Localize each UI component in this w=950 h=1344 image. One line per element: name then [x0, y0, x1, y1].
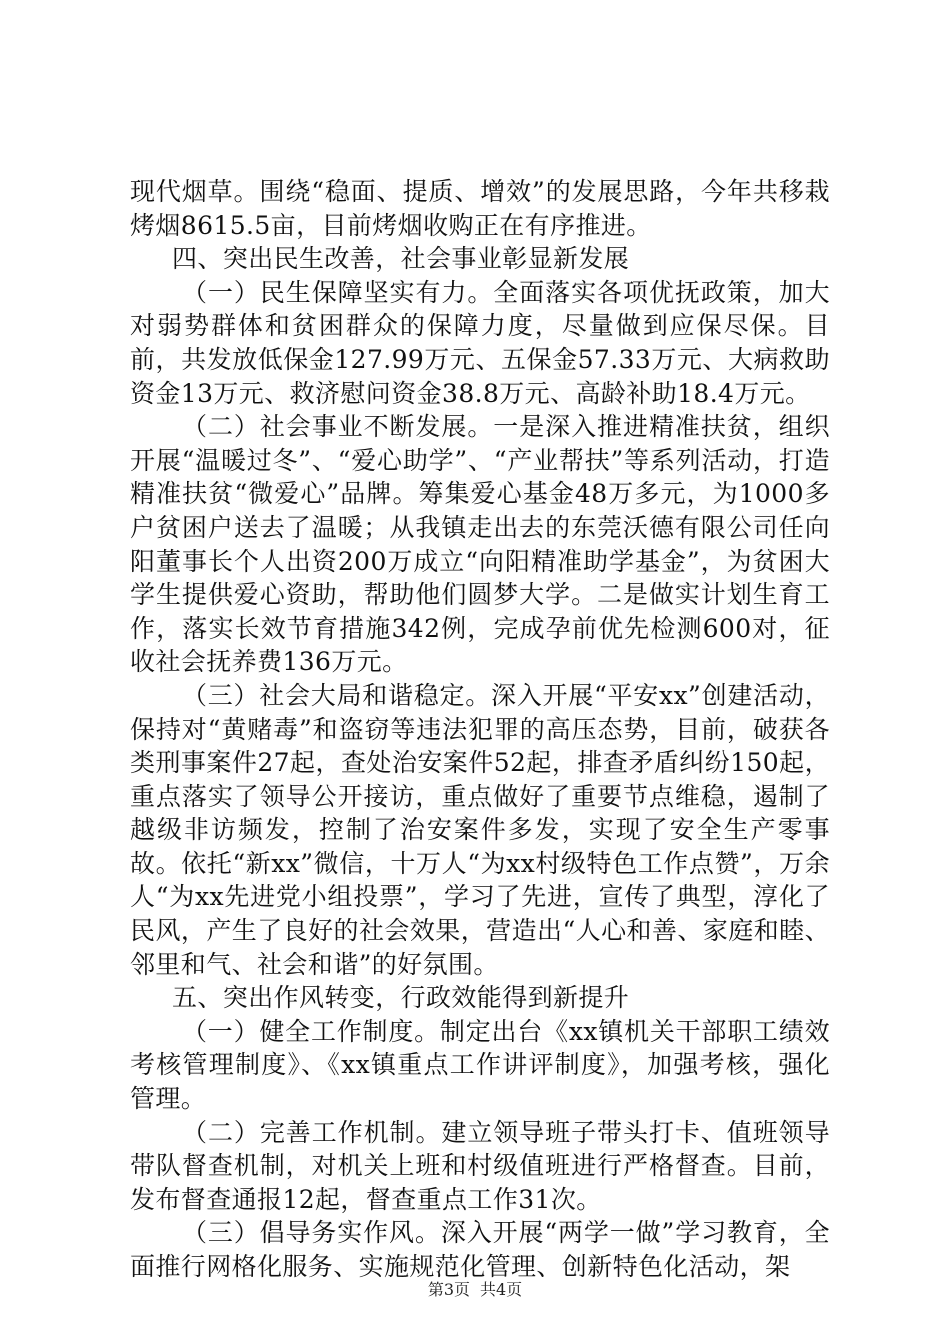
section-heading: 四、突出民生改善，社会事业彰显新发展 [172, 244, 630, 274]
paragraph: （三）倡导务实作风。深入开展“两学一做”学习教育，全面推行网格化服务、实施规范化管理、创新特色化活动，架 [130, 1218, 830, 1281]
paragraph: （一）健全工作制度。制定出台《xx镇机关干部职工绩效考核管理制度》、《xx镇重点工作讲评制度》，加强考核，强化管理。 [130, 1016, 830, 1114]
paragraph: （三）社会大局和谐稳定。深入开展“平安xx”创建活动，保持对“黄赌毒”和盗窃等违法犯罪的高压态势，目前，破获各类刑事案件27起，查处治安案件52起，排查矛盾纠纷150起，重点落实了领导公开接访，重点做好了重要节点维稳，遏制了越级非访频发，控制了治安案件多发，实现了安全生产零事故。依托“新xx”微信，十万人“为xx村级特色工作点赞”，万余人“为xx先进党小组投票”，学习了先进，宣传了典型，淳化了民风，产生了良好的社会效果，营造出“人心和善、家庭和睦、邻里和气、社会和谐”的好氛围。 [130, 680, 830, 979]
page-total: 共4页 [480, 1280, 523, 1299]
section-heading: 五、突出作风转变，行政效能得到新提升 [172, 983, 630, 1013]
page-number: 第3页 [427, 1280, 470, 1299]
page-footer [0, 1280, 950, 1300]
document-body [130, 175, 830, 1284]
paragraph: （一）民生保障坚实有力。全面落实各项优抚政策，加大对弱势群体和贫困群众的保障力度，尽量做到应保尽保。目前，共发放低保金127.99万元、五保金57.33万元、大病救助资金13万元、救济慰问资金38.8万元、高龄补助18.4万元。 [130, 277, 830, 408]
paragraph: （二）社会事业不断发展。一是深入推进精准扶贫，组织开展“温暖过冬”、“爱心助学”、“产业帮扶”等系列活动，打造精准扶贫“微爱心”品牌。筹集爱心基金48万多元，为1000多户贫困户送去了温暖；从我镇走出去的东莞沃德有限公司任向阳董事长个人出资200万成立“向阳精准助学基金”，为贫困大学生提供爱心资助，帮助他们圆梦大学。二是做实计划生育工作，落实长效节育措施342例，完成孕前优先检测600对，征收社会抚养费136万元。 [130, 412, 830, 677]
paragraph: （二）完善工作机制。建立领导班子带头打卡、值班领导带队督查机制，对机关上班和村级值班进行严格督查。目前，发布督查通报12起，督查重点工作31次。 [130, 1117, 830, 1214]
paragraph-continuation: 现代烟草。围绕“稳面、提质、增效”的发展思路，今年共移栽烤烟8615.5亩，目前烤烟收购正在有序推进。 [130, 177, 830, 240]
